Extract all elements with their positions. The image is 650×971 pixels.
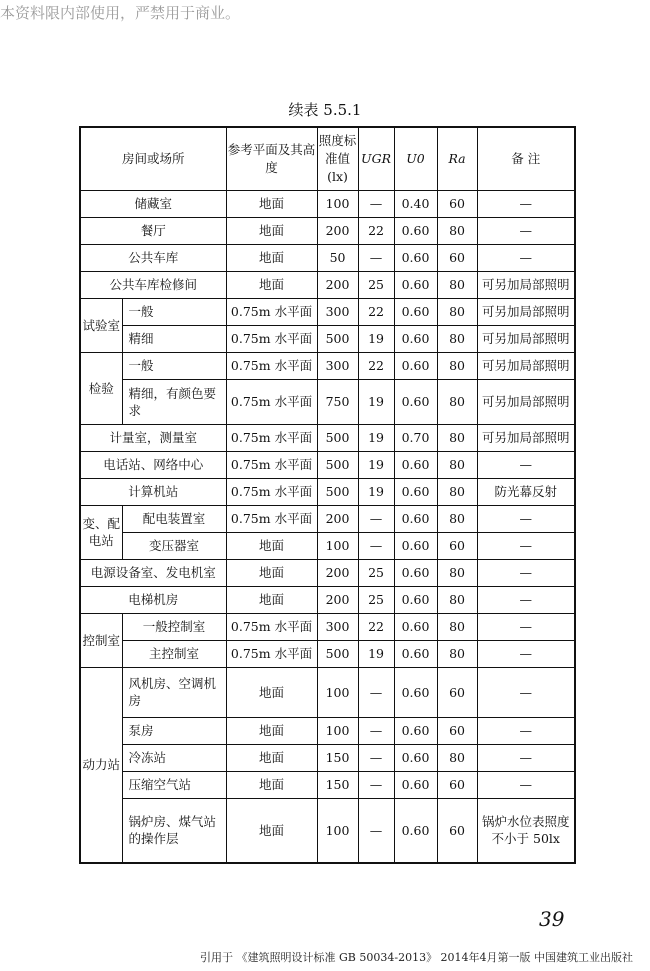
plane-cell: 地面	[226, 717, 317, 744]
ra-cell: 60	[437, 667, 477, 717]
note-cell: —	[477, 505, 575, 532]
u0-cell: 0.60	[394, 559, 437, 586]
table-row	[80, 379, 575, 424]
header-lux: 照度标准值(lx)	[317, 127, 358, 190]
plane-cell: 0.75m 水平面	[226, 478, 317, 505]
note-cell: 可另加局部照明	[477, 379, 575, 424]
plane-cell: 0.75m 水平面	[226, 298, 317, 325]
u0-cell: 0.60	[394, 451, 437, 478]
ra-cell: 80	[437, 352, 477, 379]
ra-cell: 60	[437, 717, 477, 744]
note-cell: 可另加局部照明	[477, 325, 575, 352]
note-cell: —	[477, 613, 575, 640]
watermark: 本资料限内部使用，严禁用于商业。	[0, 4, 241, 22]
room-cell: 计量室，测量室	[80, 424, 226, 451]
room-cell: 压缩空气站	[122, 771, 226, 798]
table-row	[80, 532, 575, 559]
table-row	[80, 744, 575, 771]
lux-cell: 100	[317, 190, 358, 217]
room-cell: 储藏室	[80, 190, 226, 217]
lux-cell: 500	[317, 478, 358, 505]
plane-cell: 0.75m 水平面	[226, 424, 317, 451]
lux-cell: 500	[317, 424, 358, 451]
plane-cell: 0.75m 水平面	[226, 613, 317, 640]
note-cell: —	[477, 744, 575, 771]
table-row	[80, 325, 575, 352]
note-cell: —	[477, 771, 575, 798]
page-number: 39	[539, 907, 565, 931]
table-caption: 续表 5.5.1	[288, 101, 362, 119]
ugr-cell: 19	[358, 379, 394, 424]
ra-cell: 60	[437, 190, 477, 217]
ugr-cell: 19	[358, 478, 394, 505]
ugr-cell: —	[358, 798, 394, 863]
ugr-cell: 19	[358, 424, 394, 451]
table-row	[80, 613, 575, 640]
note-cell: —	[477, 532, 575, 559]
plane-cell: 地面	[226, 667, 317, 717]
plane-cell: 0.75m 水平面	[226, 451, 317, 478]
u0-cell: 0.60	[394, 717, 437, 744]
ra-cell: 80	[437, 613, 477, 640]
lux-cell: 100	[317, 798, 358, 863]
plane-cell: 地面	[226, 271, 317, 298]
ra-cell: 80	[437, 586, 477, 613]
ugr-cell: —	[358, 190, 394, 217]
ugr-cell: 25	[358, 559, 394, 586]
u0-cell: 0.60	[394, 505, 437, 532]
u0-cell: 0.60	[394, 613, 437, 640]
table-row	[80, 798, 575, 863]
lux-cell: 500	[317, 325, 358, 352]
note-cell: 可另加局部照明	[477, 424, 575, 451]
ra-cell: 60	[437, 532, 477, 559]
ugr-cell: —	[358, 244, 394, 271]
lux-cell: 100	[317, 717, 358, 744]
lux-cell: 200	[317, 217, 358, 244]
plane-cell: 0.75m 水平面	[226, 640, 317, 667]
note-cell: —	[477, 586, 575, 613]
u0-cell: 0.60	[394, 379, 437, 424]
u0-cell: 0.60	[394, 532, 437, 559]
ugr-cell: 19	[358, 325, 394, 352]
plane-cell: 地面	[226, 532, 317, 559]
u0-cell: 0.70	[394, 424, 437, 451]
table-row	[80, 559, 575, 586]
lux-cell: 500	[317, 451, 358, 478]
ra-cell: 80	[437, 298, 477, 325]
table-row	[80, 667, 575, 717]
ugr-cell: —	[358, 717, 394, 744]
ugr-cell: —	[358, 771, 394, 798]
ugr-cell: 25	[358, 586, 394, 613]
ugr-cell: 25	[358, 271, 394, 298]
note-cell: —	[477, 559, 575, 586]
lux-cell: 50	[317, 244, 358, 271]
room-cell: 餐厅	[80, 217, 226, 244]
room-cell: 公共车库	[80, 244, 226, 271]
note-cell: —	[477, 451, 575, 478]
note-cell: 防光幕反射	[477, 478, 575, 505]
ra-cell: 80	[437, 505, 477, 532]
table-row	[80, 424, 575, 451]
ra-cell: 80	[437, 325, 477, 352]
room-cell: 电梯机房	[80, 586, 226, 613]
plane-cell: 0.75m 水平面	[226, 325, 317, 352]
u0-cell: 0.60	[394, 771, 437, 798]
table-row	[80, 190, 575, 217]
table-row	[80, 244, 575, 271]
lux-cell: 100	[317, 532, 358, 559]
table-row	[80, 478, 575, 505]
ra-cell: 80	[437, 640, 477, 667]
group-cell: 动力站	[80, 667, 122, 863]
u0-cell: 0.60	[394, 586, 437, 613]
room-cell: 精细	[122, 325, 226, 352]
plane-cell: 0.75m 水平面	[226, 379, 317, 424]
u0-cell: 0.60	[394, 325, 437, 352]
room-cell: 泵房	[122, 717, 226, 744]
table-row	[80, 771, 575, 798]
note-cell: 可另加局部照明	[477, 352, 575, 379]
table-row	[80, 586, 575, 613]
lux-cell: 500	[317, 640, 358, 667]
group-cell: 检验	[80, 352, 122, 424]
ugr-cell: —	[358, 744, 394, 771]
u0-cell: 0.60	[394, 667, 437, 717]
room-cell: 一般	[122, 352, 226, 379]
u0-cell: 0.60	[394, 478, 437, 505]
u0-cell: 0.60	[394, 640, 437, 667]
room-cell: 冷冻站	[122, 744, 226, 771]
ra-cell: 60	[437, 771, 477, 798]
lighting-standard-table	[79, 126, 576, 864]
room-cell: 电话站、网络中心	[80, 451, 226, 478]
room-cell: 电源设备室、发电机室	[80, 559, 226, 586]
u0-cell: 0.60	[394, 244, 437, 271]
u0-cell: 0.60	[394, 217, 437, 244]
ugr-cell: 22	[358, 217, 394, 244]
plane-cell: 地面	[226, 559, 317, 586]
ra-cell: 80	[437, 451, 477, 478]
lux-cell: 300	[317, 352, 358, 379]
lux-cell: 300	[317, 613, 358, 640]
lux-cell: 750	[317, 379, 358, 424]
room-cell: 一般控制室	[122, 613, 226, 640]
plane-cell: 地面	[226, 744, 317, 771]
citation-footer: 引用于 《建筑照明设计标准 GB 50034-2013》 2014年4月第一版 中国建筑工业出版社	[200, 951, 634, 964]
ugr-cell: —	[358, 505, 394, 532]
note-cell: —	[477, 244, 575, 271]
table-row	[80, 352, 575, 379]
room-cell: 主控制室	[122, 640, 226, 667]
lux-cell: 200	[317, 505, 358, 532]
table-row	[80, 298, 575, 325]
table-row	[80, 505, 575, 532]
header-plane: 参考平面及其高度	[226, 127, 317, 190]
ugr-cell: 19	[358, 451, 394, 478]
table-row	[80, 451, 575, 478]
header-ra: Ra	[437, 127, 477, 190]
plane-cell: 地面	[226, 244, 317, 271]
group-cell: 试验室	[80, 298, 122, 352]
lux-cell: 100	[317, 667, 358, 717]
ra-cell: 80	[437, 379, 477, 424]
ra-cell: 80	[437, 217, 477, 244]
u0-cell: 0.60	[394, 298, 437, 325]
ra-cell: 80	[437, 424, 477, 451]
note-cell: —	[477, 640, 575, 667]
table-row	[80, 640, 575, 667]
room-cell: 变压器室	[122, 532, 226, 559]
ugr-cell: 19	[358, 640, 394, 667]
room-cell: 一般	[122, 298, 226, 325]
plane-cell: 地面	[226, 798, 317, 863]
ra-cell: 80	[437, 271, 477, 298]
room-cell: 配电装置室	[122, 505, 226, 532]
group-cell: 变、配电站	[80, 505, 122, 559]
plane-cell: 0.75m 水平面	[226, 352, 317, 379]
u0-cell: 0.60	[394, 744, 437, 771]
note-cell: —	[477, 190, 575, 217]
group-cell: 控制室	[80, 613, 122, 667]
room-cell: 风机房、空调机房	[122, 667, 226, 717]
room-cell: 公共车库检修间	[80, 271, 226, 298]
plane-cell: 地面	[226, 217, 317, 244]
plane-cell: 0.75m 水平面	[226, 505, 317, 532]
header-u0: U0	[394, 127, 437, 190]
ra-cell: 80	[437, 744, 477, 771]
table-row	[80, 217, 575, 244]
ugr-cell: —	[358, 532, 394, 559]
lux-cell: 200	[317, 271, 358, 298]
ugr-cell: —	[358, 667, 394, 717]
note-cell: 可另加局部照明	[477, 271, 575, 298]
note-cell: 可另加局部照明	[477, 298, 575, 325]
lux-cell: 150	[317, 744, 358, 771]
plane-cell: 地面	[226, 771, 317, 798]
table-row	[80, 271, 575, 298]
ra-cell: 60	[437, 798, 477, 863]
table-row	[80, 717, 575, 744]
note-cell: —	[477, 667, 575, 717]
u0-cell: 0.60	[394, 352, 437, 379]
header-room: 房间或场所	[80, 127, 226, 190]
header-note: 备 注	[477, 127, 575, 190]
note-cell: 锅炉水位表照度不小于 50lx	[477, 798, 575, 863]
lux-cell: 200	[317, 559, 358, 586]
u0-cell: 0.60	[394, 271, 437, 298]
note-cell: —	[477, 717, 575, 744]
lux-cell: 150	[317, 771, 358, 798]
ra-cell: 60	[437, 244, 477, 271]
ra-cell: 80	[437, 559, 477, 586]
ugr-cell: 22	[358, 298, 394, 325]
room-cell: 锅炉房、煤气站的操作层	[122, 798, 226, 863]
ugr-cell: 22	[358, 352, 394, 379]
lux-cell: 300	[317, 298, 358, 325]
room-cell: 计算机站	[80, 478, 226, 505]
u0-cell: 0.40	[394, 190, 437, 217]
lux-cell: 200	[317, 586, 358, 613]
note-cell: —	[477, 217, 575, 244]
plane-cell: 地面	[226, 586, 317, 613]
header-ugr: UGR	[358, 127, 394, 190]
plane-cell: 地面	[226, 190, 317, 217]
ugr-cell: 22	[358, 613, 394, 640]
u0-cell: 0.60	[394, 798, 437, 863]
ra-cell: 80	[437, 478, 477, 505]
table-header-row	[80, 127, 575, 190]
room-cell: 精细，有颜色要求	[122, 379, 226, 424]
